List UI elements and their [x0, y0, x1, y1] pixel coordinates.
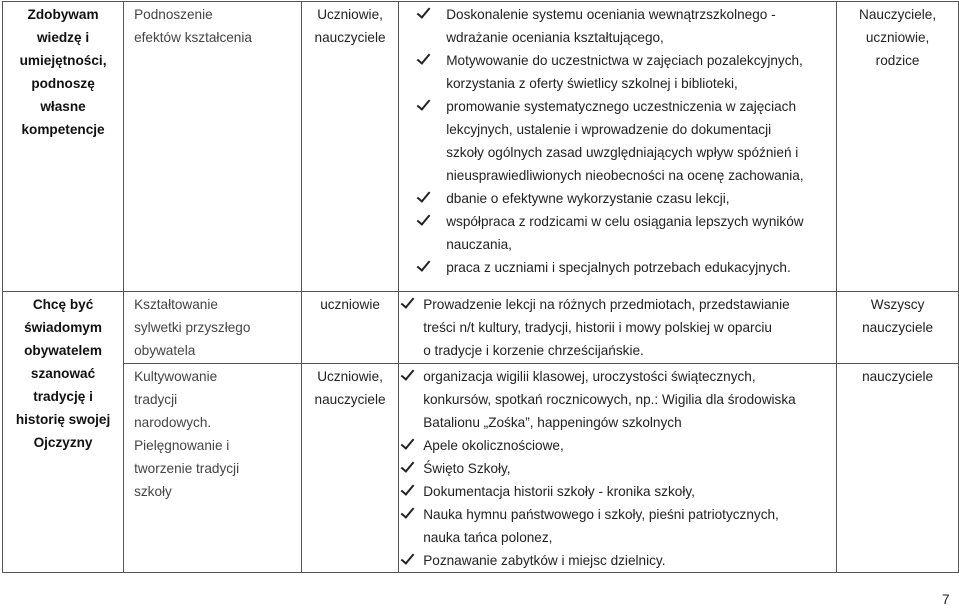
checkmark-icon [401, 549, 415, 563]
means-line: tworzenie tradycji [134, 461, 240, 476]
list-item [399, 293, 836, 362]
goal-cell [3, 292, 124, 573]
goal-line: szanować [30, 366, 96, 381]
list-item [399, 434, 836, 457]
task-line: dbanie o efektywne wykorzystanie czasu lekcji, [446, 191, 730, 206]
task-line: Batalionu „Zośka”, happeningów szkolnych [423, 415, 682, 430]
means-line: Kształtowanie [134, 297, 218, 312]
task-line: treści n/t kultury, tradycji, historii i mowy polskiej w oparciu [423, 320, 772, 335]
list-item [399, 365, 836, 434]
list-item [417, 187, 836, 210]
task-line: wdrażanie oceniania kształtującego, [446, 30, 664, 45]
means-line: Podnoszenie [134, 7, 213, 22]
responsible-line: Nauczyciele, [859, 7, 937, 22]
page-number: 7 [942, 592, 950, 607]
task-line: Prowadzenie lekcji na różnych przedmiotach, przedstawianie [423, 297, 790, 312]
task-list [399, 292, 836, 362]
means-line: sylwetki przyszłego [134, 320, 251, 335]
means-line: Pielęgnowanie i [134, 438, 230, 453]
goal-line: Chcę być [32, 297, 94, 312]
checkmark-icon [417, 187, 431, 201]
list-item [399, 503, 836, 549]
goal-line: Ojczyzny [33, 435, 93, 450]
who-line: Uczniowie, [317, 7, 383, 22]
task-line: szkoły ogólnych zasad uwzględniających wpływ spóźnień i [446, 145, 799, 160]
task-line: praca z uczniami i specjalnych potrzebach edukacyjnych. [446, 260, 791, 275]
checkmark-icon [417, 95, 431, 109]
means-line: Kultywowanie [134, 369, 218, 384]
task-line: organizacja wigilii klasowej, uroczystości świątecznych, [423, 369, 756, 384]
who-cell [301, 364, 398, 573]
goal-line: własne [40, 99, 86, 114]
list-item [399, 457, 836, 480]
list-item [399, 549, 836, 572]
checkmark-icon [401, 503, 415, 517]
responsible-cell [837, 292, 959, 364]
task-line: nauka tańca polonez, [423, 530, 553, 545]
who-line: nauczyciele [314, 392, 386, 407]
goal-line: Zdobywam [27, 7, 99, 22]
table-row [3, 364, 959, 573]
checkmark-icon [417, 49, 431, 63]
means-line: tradycji [134, 392, 178, 407]
who-cell [301, 2, 398, 292]
tasks-cell [399, 364, 837, 573]
program-table [2, 1, 959, 573]
task-line: korzystania z oferty świetlicy szkolnej i biblioteki, [446, 76, 738, 91]
task-line: Apele okolicznościowe, [423, 438, 564, 453]
task-line: Nauka hymnu państwowego i szkoły, pieśni patriotycznych, [423, 507, 779, 522]
goal-line: historię swojej [15, 412, 111, 427]
checkmark-icon [401, 434, 415, 448]
checkmark-icon [401, 293, 415, 307]
who-line: nauczyciele [314, 30, 386, 45]
task-line: nauczania, [446, 237, 512, 252]
task-line: Doskonalenie systemu oceniania wewnątrzszkolnego - [446, 7, 776, 22]
task-line: Dokumentacja historii szkoły - kronika szkoły, [423, 484, 695, 499]
checkmark-icon [401, 365, 415, 379]
responsible-line: nauczyciele [862, 320, 934, 335]
goal-line: kompetencje [21, 122, 105, 137]
task-line: o tradycje i korzenie chrześcijańskie. [423, 343, 644, 358]
list-item [399, 480, 836, 503]
task-list [399, 364, 836, 572]
goal-line: umiejętności, [19, 53, 107, 68]
list-item [417, 95, 836, 187]
checkmark-icon [417, 3, 431, 17]
means-line: efektów kształcenia [134, 30, 252, 45]
task-line: promowanie systematycznego uczestniczenia w zajęciach [446, 99, 797, 114]
responsible-line: nauczyciele [862, 369, 934, 384]
checkmark-icon [417, 210, 431, 224]
means-cell [124, 364, 302, 573]
checkmark-icon [417, 256, 431, 270]
goal-line: obywatelem [24, 343, 102, 358]
responsible-line: Wszyscy [870, 297, 925, 312]
means-line: obywatela [134, 343, 196, 358]
checkmark-icon [401, 457, 415, 471]
task-line: konkursów, spotkań rocznicowych, np.: Wigilia dla środowiska [423, 392, 796, 407]
responsible-cell [837, 364, 959, 573]
means-line: szkoły [134, 484, 172, 499]
task-line: Poznawanie zabytków i miejsc dzielnicy. [423, 553, 666, 568]
means-cell [124, 292, 302, 364]
task-line: Motywowanie do uczestnictwa w zajęciach pozalekcyjnych, [446, 53, 803, 68]
means-line: narodowych. [134, 415, 212, 430]
goal-line: podnoszę [31, 76, 95, 91]
list-item [417, 256, 836, 279]
who-line: uczniowie [320, 297, 380, 312]
responsible-line: uczniowie, [865, 30, 930, 45]
responsible-cell [837, 2, 959, 292]
task-line: lekcyjnych, ustalenie i wprowadzenie do dokumentacji [446, 122, 772, 137]
who-cell [301, 292, 398, 364]
goal-line: świadomym [24, 320, 102, 335]
responsible-line: rodzice [875, 53, 920, 68]
checkmark-icon [401, 480, 415, 494]
task-line: Święto Szkoły, [423, 461, 511, 476]
goal-cell [3, 2, 124, 292]
tasks-cell [399, 292, 837, 364]
list-item [417, 210, 836, 256]
table-row [3, 292, 959, 364]
task-line: współpraca z rodzicami w celu osiągania lepszych wyników [446, 214, 804, 229]
tasks-cell [399, 2, 837, 292]
who-line: Uczniowie, [317, 369, 383, 384]
task-line: nieusprawiedliwionych nieobecności na ocenę zachowania, [446, 168, 804, 183]
goal-line: tradycję i [33, 389, 93, 404]
list-item [417, 49, 836, 95]
task-list [399, 2, 836, 279]
table-row [3, 2, 959, 292]
goal-line: wiedzę i [36, 30, 90, 45]
means-cell [124, 2, 302, 292]
list-item [417, 3, 836, 49]
